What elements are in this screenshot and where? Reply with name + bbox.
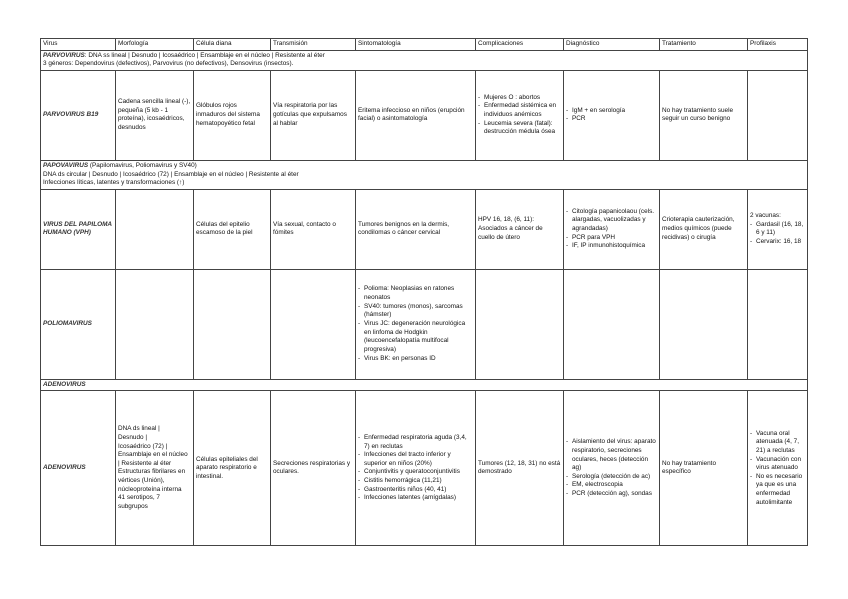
cell-complicaciones [476,70,564,160]
cell-complicaciones: HPV 16, 18, (6, 11): Asociados a cáncer de cuello de útero [476,189,564,269]
parvovirus-info-line-2: 3 géneros: Dependovirus (defectivos), Parvovirus (no defectivos), Densovirus (insectos). [43,60,294,68]
cell-sintomatologia [356,269,476,379]
cell-virus-poliomavirus: POLIOMAVIRUS [41,269,116,379]
header-transmision: Transmisión [271,39,356,51]
cell-celula-diana [194,269,271,379]
list-item: - Vacuna oral atenuada (4, 7, 21) a reclutas [750,430,805,456]
list-item: - Gardasil (16, 18, 6 y 11) [750,221,805,238]
list-item: - Infecciones latentes (amígdalas) [358,494,473,503]
cell-virus-vph: VIRUS DEL PAPILOMA HUMANO (VPH) [41,189,116,269]
complicaciones-list [478,94,561,137]
list-item: - Vacunación con virus atenuado [750,456,805,473]
papovavirus-info-line-2: DNA ds circular | Desnudo | Icosaédrico (72) | Ensamblaje en el núcleo | Resistente al éter [43,170,299,178]
list-item: - EM, electroscopia [566,481,657,490]
cell-diagnostico [564,70,660,160]
table-row-parvovirus-b19 [41,70,808,160]
list-item: - Enfermedad sistémica en individuos anémicos [478,102,561,119]
header-tratamiento: Tratamiento [660,39,748,51]
header-celula-diana: Célula diana [194,39,271,51]
list-item: - SV40: tumores (monos), sarcomas (hámster) [358,303,473,320]
list-item: - Enfermedad respiratoria aguda (3,4, 7) en reclutas [358,434,473,451]
list-item: - Cervarix: 16, 18 [750,238,805,247]
cell-diagnostico [564,391,660,546]
header-virus: Virus [41,39,116,51]
cell-transmision [271,269,356,379]
cell-tratamiento [660,269,748,379]
list-item: - Gastroenteritis niños (40, 41) [358,486,473,495]
list-item: - Cistitis hemorrágica (11,21) [358,477,473,486]
list-item: - IF, IP inmunohistoquímica [566,242,657,251]
cell-celula-diana: Células del epitelio escamoso de la piel [194,189,271,269]
list-item: - Serología (detección de ac) [566,473,657,482]
papovavirus-section-info [41,160,808,189]
cell-celula-diana: Glóbulos rojos inmaduros del sistema hematopoyético fetal [194,70,271,160]
cell-virus-adenovirus: ADENOVIRUS [41,391,116,546]
cell-tratamiento: No hay tratamiento específico [660,391,748,546]
cell-profilaxis [748,391,808,546]
header-morfologia: Morfología [116,39,194,51]
adenovirus-section-name: ADENOVIRUS [41,379,808,391]
cell-celula-diana: Células epiteliales del aparato respiratorio e intestinal. [194,391,271,546]
table-row-adenovirus [41,391,808,546]
list-item: - PCR [566,115,657,124]
cell-sintomatologia: Tumores benignos en la dermis, condilomas o cáncer cervical [356,189,476,269]
cell-virus-parvovirus-b19: PARVOVIRUS B19 [41,70,116,160]
virus-table-sheet [40,38,807,546]
header-row [41,39,808,51]
cell-profilaxis [748,189,808,269]
cell-morfologia [116,189,194,269]
cell-tratamiento: No hay tratamiento suele seguir un curso benigno [660,70,748,160]
list-item: - PCR (detección ag), sondas [566,490,657,499]
papovavirus-section-name: PAPOVAVIRUS [43,161,89,169]
parvovirus-section-row [41,50,808,70]
parvovirus-info-text: : DNA ss lineal | Desnudo | Icosaédrico | Ensamblaje en el núcleo | Resistente al éter [84,51,325,59]
cell-tratamiento: Crioterapia cauterización, medios químicos (puede recidivas) o cirugía [660,189,748,269]
parvovirus-section-name: PARVOVIRUS [43,51,85,59]
profilaxis-list [750,221,805,247]
papovavirus-info-line-3: Infecciones líticas, latentes y transformaciones (↑) [43,179,185,187]
diagnostico-list [566,107,657,124]
list-item: - No es necesario ya que es una enfermedad autolimitante [750,473,805,508]
profilaxis-list [750,430,805,508]
list-item: - IgM + en serología [566,107,657,116]
cell-transmision: Vía sexual, contacto o fómites [271,189,356,269]
papovavirus-section-row [41,160,808,189]
papovavirus-info-genera: (Papilomavirus, Poliomavirus y SV40) [88,161,197,169]
list-item: - PCR para VPH [566,234,657,243]
cell-transmision: Vía respiratoria por las gotículas que expulsamos al hablar [271,70,356,160]
sintomatologia-list [358,285,473,363]
adenovirus-section-row [41,379,808,391]
sintomatologia-list [358,434,473,503]
papovavirus-info-line-1 [43,162,805,171]
diagnostico-list [566,438,657,498]
parvovirus-section-info [41,50,808,70]
cell-morfologia: Cadena sencilla lineal (-), pequeña (5 kb - 1 proteína), icosaédricos, desnudos [116,70,194,160]
cell-sintomatologia: Eritema infeccioso en niños (erupción facial) o asintomatología [356,70,476,160]
cell-sintomatologia [356,391,476,546]
cell-morfologia: DNA ds lineal | Desnudo | Icosaédrico (72) | Ensamblaje en el núcleo | Resistente al éter Estructuras fibrilares en vértices (Unión), núcleoproteína interna 41 serotipos, 7 subgrupos [116,391,194,546]
diagnostico-list [566,208,657,251]
list-item: - Citología papanicolaou (cels. alargadas, vacuolizadas y agrandadas) [566,208,657,234]
cell-morfologia [116,269,194,379]
list-item: - Mujeres O : abortos [478,94,561,103]
table-row-vph [41,189,808,269]
list-item: - Infecciones del tracto inferior y superior en niños (20%) [358,451,473,468]
cell-profilaxis [748,70,808,160]
cell-diagnostico [564,269,660,379]
virus-table [40,38,808,546]
list-item: - Virus BK: en personas ID [358,355,473,364]
cell-diagnostico [564,189,660,269]
header-diagnostico: Diagnóstico [564,39,660,51]
parvovirus-info-line-1 [43,52,805,61]
list-item: - Conjuntivitis y queratoconjuntivitis [358,468,473,477]
table-row-poliomavirus [41,269,808,379]
header-sintomatologia: Sintomatología [356,39,476,51]
list-item: - Polioma: Neoplasias en ratones neonatos [358,285,473,302]
header-complicaciones: Complicaciones [476,39,564,51]
profilaxis-intro: 2 vacunas: [750,212,781,220]
cell-complicaciones [476,269,564,379]
list-item: - Virus JC: degeneración neurológica en linfoma de Hodgkin (leucoencefalopatía multifocal progresiva) [358,320,473,355]
cell-complicaciones: Tumores (12, 18, 31) no está demostrado [476,391,564,546]
cell-transmision: Secreciones respiratorias y oculares. [271,391,356,546]
list-item: - Aislamiento del virus: aparato respiratorio, secreciones oculares, heces (detección ag) [566,438,657,473]
list-item: - Leucemia severa (fatal): destrucción médula ósea [478,120,561,137]
header-profilaxis: Profilaxis [748,39,808,51]
cell-profilaxis [748,269,808,379]
